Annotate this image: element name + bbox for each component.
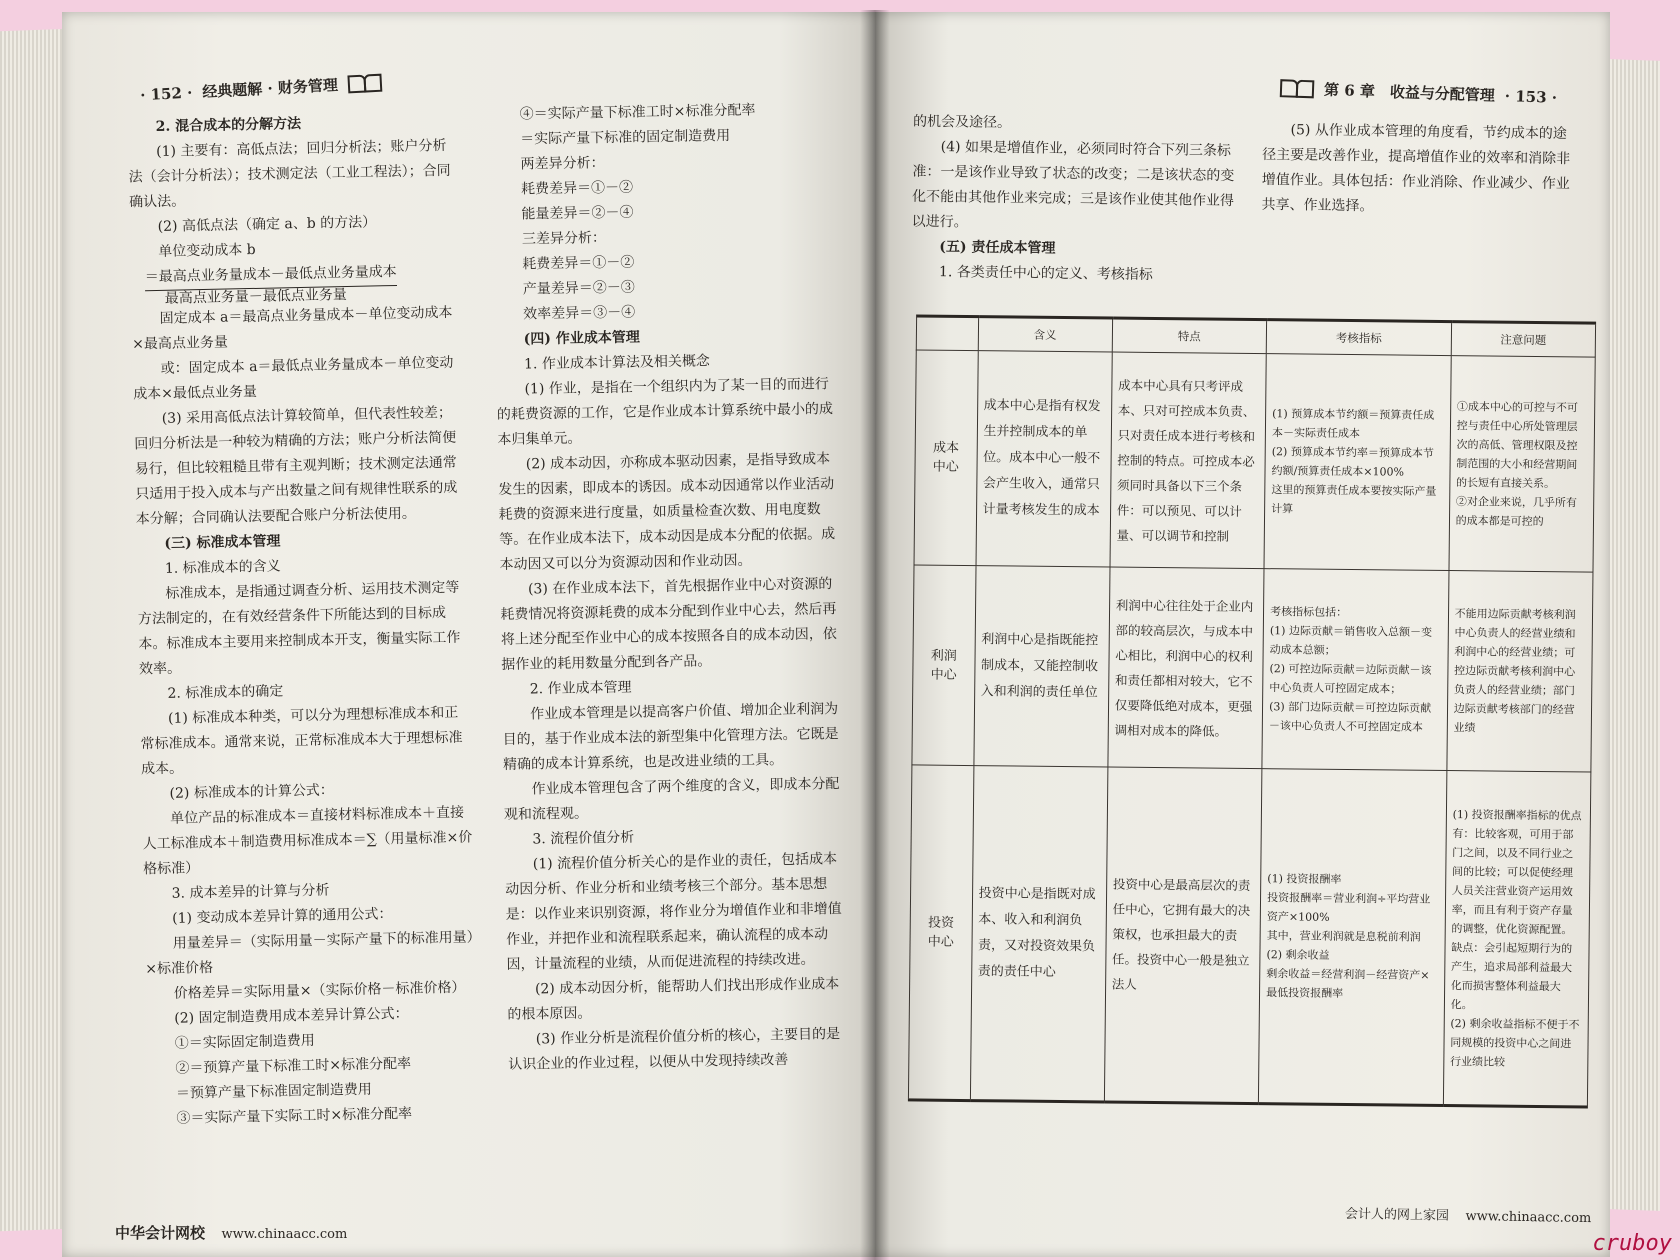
- paragraph: 效率差异＝③－④: [523, 304, 636, 323]
- table-row: [908, 765, 1590, 1107]
- section-heading: (三) 标准成本管理: [164, 533, 281, 552]
- formula-fraction: [131, 259, 462, 308]
- paragraph: (5) 从作业成本管理的角度看，节约成本的途径主要是改善作业，提高增值作业的效率和消除非增值作业。具体包括：作业消除、作业减少、作业共享、作业选择。: [1261, 122, 1571, 215]
- meaning-cell: 投资中心是指既对成本、收入和利润负责，又对投资效果负责的责任中心: [970, 766, 1108, 1102]
- right-column-2: [1261, 118, 1572, 222]
- subheading: 2. 作业成本管理: [529, 679, 632, 698]
- paragraph: 作业成本管理包含了两个维度的含义，即成本分配观和流程观。: [503, 776, 840, 823]
- paragraph: (1) 变动成本差异计算的通用公式：: [172, 906, 393, 927]
- paragraph: ③＝实际产量下实际工时×标准分配率: [176, 1105, 413, 1127]
- paragraph: (1) 作业，是指在一个组织内为了某一目的而进行的耗费资源的工作，它是作业成本计算系统中最小的成本归集单元。: [496, 376, 834, 448]
- paragraph: (3) 作业分析是流程价值分析的核心，主要目的是认识企业的作业过程，以便从中发现持续改善: [508, 1026, 841, 1073]
- paragraph: 价格差异＝实际用量×（实际价格－标准价格）: [173, 979, 466, 1002]
- fraction-denominator: 最高点业务量－最低点业务量: [164, 287, 347, 307]
- left-column-1: [127, 109, 478, 1133]
- paragraph: (1) 标准成本种类，可以分为理想标准成本和正常标准成本。通常来说，正常标准成本大于理想标准成本。: [140, 704, 463, 778]
- book-edge-left: [0, 29, 70, 1231]
- publisher-url: www.chinaacc.com: [221, 1227, 348, 1242]
- book-icon: [1280, 79, 1315, 98]
- subheading: 1. 作业成本计算法及相关概念: [523, 353, 711, 373]
- paragraph: 或：固定成本 a＝最低点业务量成本－单位变动成本×最低点业务量: [133, 354, 454, 403]
- paragraph: (3) 采用高低点法计算较简单，但代表性较差；回归分析法是一种较为精确的方法；账户分析法简便易行，但比较粗糙且带有主观判断；技术测定法通常只适用于投入成本与产出数量之间有规律性联系的成本分解；合同确认法要配合账户分析法使用。: [134, 404, 458, 528]
- subheading: 1. 标准成本的含义: [164, 558, 281, 577]
- note-cell: (1) 投资报酬率指标的优点有：比较客观，可用于部门之间，以及不同行业之间的比较；可以促使经理人员关注营业资产运用效率，而且有利于资产存量的调整，优化资源配置。缺点：会引起短期行为的产生，追求局部利益最大化而损害整体利益最大化。 (2) 剩余收益指标不便于不同规模的投资中心之间进行业绩比较: [1443, 771, 1591, 1107]
- table-header-cell: 特点: [1112, 318, 1267, 354]
- note-cell: ①成本中心的可控与不可控与责任中心所处管理层次的高低、管理权限及控制范围的大小和经营期间的长短有直接关系。 ②对企业来说，几乎所有的成本都是可控的: [1449, 356, 1596, 572]
- paragraph: ②＝预算产量下标准工时×标准分配率: [175, 1055, 412, 1077]
- paragraph: 的机会及途径。: [912, 113, 1012, 132]
- subheading: 1. 各类责任中心的定义、考核指标: [938, 264, 1153, 284]
- section-heading: (五) 责任成本管理: [939, 239, 1056, 257]
- paragraph: (4) 如果是增值作业，必须同时符合下列三条标准：一是该作业导致了状态的改变；二是该状态的变化不能由其他作业来完成；三是该作业使其他作业得以进行。: [911, 139, 1235, 231]
- table-row: [914, 350, 1595, 572]
- book-gutter: [860, 10, 890, 1260]
- paragraph: (2) 高低点法（确定 a、b 的方法）: [157, 214, 377, 235]
- paragraph: 标准成本，是指通过调查分析、运用技术测定等方法制定的，在有效经营条件下所能达到的目标成本。标准成本主要用来控制成本开支，衡量实际工作效率。: [137, 579, 461, 678]
- publisher-logo: 中华会计网校: [115, 1224, 206, 1242]
- center-name-cell: 利润 中心: [912, 565, 976, 766]
- paragraph: 2. 混合成本的分解方法: [155, 115, 302, 135]
- paragraph: 作业成本管理是以提高客户价值、增加企业利润为目的，基于作业成本法的新型集中化管理方法。它既是精确的成本计算系统，也是改进业绩的工具。: [502, 701, 839, 773]
- note-cell: 不能用边际贡献考核利润中心负责人的经营业绩和利润中心的经营业绩；可控边际贡献考核利润中心负责人的经营业绩；部门边际贡献考核部门的经营业绩: [1447, 571, 1593, 773]
- center-name-cell: 成本 中心: [914, 350, 978, 566]
- meaning-cell: 成本中心是指有权发生并控制成本的单位。成本中心一般不会产生收入，通常只计量考核发生的成本: [976, 351, 1112, 567]
- table-header-cell: [916, 316, 978, 351]
- paragraph: ＝实际产量下标准的固定制造费用: [520, 127, 731, 148]
- kpi-cell: 考核指标包括： (1) 边际贡献＝销售收入总额－变动成本总额； (2) 可控边际贡献＝边际贡献－该中心负责人可控固定成本； (3) 部门边际贡献＝可控边际贡献－该中心负责人不可控固定成本: [1262, 569, 1449, 771]
- table-header-cell: 考核指标: [1266, 320, 1451, 356]
- paragraph: (3) 在作业成本法下，首先根据作业中心对资源的耗费情况将资源耗费的成本分配到作业中心去，然后再将上述分配至作业中心的成本按照各自的成本动因，依据作业的耗用数量分配到各产品。: [500, 576, 837, 673]
- left-page-footer: [115, 1222, 347, 1243]
- kpi-cell: (1) 投资报酬率 投资报酬率＝营业利润÷平均营业资产×100% 其中，营业利润就是息税前利润 (2) 剩余收益 剩余收益＝经营利润－经营资产×最低投资报酬率: [1258, 769, 1446, 1106]
- left-column-2: [492, 97, 849, 1078]
- paragraph: (2) 成本动因，亦称成本驱动因素，是指导致成本发生的因素，即成本的诱因。成本动因通常以作业活动耗费的资源来进行度量，如质量检查次数、用电度数等。在作业成本法下，成本动因是成本分配的依据。成本动因又可以分为资源动因和作业动因。: [498, 451, 836, 573]
- responsibility-center-table: [908, 314, 1596, 1108]
- footer-slogan: 会计人的网上家园: [1344, 1206, 1450, 1224]
- table-row: [912, 565, 1593, 772]
- paragraph: (2) 标准成本的计算公式：: [169, 782, 335, 802]
- paragraph: (2) 成本动因分析，能帮助人们找出形成作业成本的根本原因。: [507, 976, 840, 1023]
- paragraph: 能量差异＝②－④: [521, 204, 634, 223]
- subheading: 2. 标准成本的确定: [167, 683, 284, 702]
- paragraph: 三差异分析：: [521, 230, 607, 248]
- paragraph: 两差异分析：: [520, 155, 605, 173]
- paragraph: ④＝实际产量下标准工时×标准分配率: [519, 102, 756, 123]
- paragraph: 单位变动成本 b: [158, 241, 256, 260]
- left-page-title: 经典题解 · 财务管理: [201, 75, 339, 102]
- section-heading: (四) 作业成本管理: [523, 329, 640, 348]
- paragraph: 用量差异＝（实际用量－实际产量下的标准用量）×标准价格: [145, 929, 474, 978]
- paragraph: 固定成本 a＝最高点业务量成本－单位变动成本×最高点业务量: [132, 304, 453, 353]
- book-icon: [347, 73, 382, 93]
- paragraph: (1) 流程价值分析关心的是作业的责任，包括成本动因分析、作业分析和业绩考核三个部分。基本思想是：以作业来识别资源，将作业分为增值作业和非增值作业，并把作业和流程联系起来，确认流程的成本动因，计量流程的业绩，从而促进流程的持续改进。: [505, 851, 842, 973]
- right-chapter-title: 第 6 章 收益与分配管理: [1323, 80, 1496, 105]
- watermark: cruboy: [1592, 1231, 1672, 1256]
- subheading: 3. 成本差异的计算与分析: [171, 882, 330, 902]
- subheading: 3. 流程价值分析: [532, 829, 635, 848]
- paragraph: 耗费差异＝①－②: [522, 254, 635, 273]
- paragraph: ①＝实际固定制造费用: [174, 1032, 315, 1052]
- paragraph: (1) 主要有：高低点法；回归分析法；账户分析法（会计分析法）；技术测定法（工业工程法）；合同确认法。: [128, 137, 451, 211]
- right-column-1: [911, 110, 1243, 290]
- right-page-number: · 153 ·: [1504, 86, 1558, 107]
- feature-cell: 投资中心是最高层次的责任中心，它拥有最大的决策权，也承担最大的责任。投资中心一般是独立法人: [1104, 767, 1262, 1104]
- meaning-cell: 利润中心是指既能控制成本，又能控制收入和利润的责任单位: [973, 566, 1109, 767]
- feature-cell: 成本中心具有只考评成本、只对可控成本负责、只对责任成本进行考核和控制的特点。可控成本必须同时具备以下三个条件：可以预见、可以计量、可以调节和控制: [1110, 352, 1267, 569]
- left-page-number: · 152 ·: [139, 83, 193, 104]
- paragraph: (2) 固定制造费用成本差异计算公式：: [174, 1005, 409, 1027]
- paragraph: 耗费差异＝①－②: [520, 179, 634, 198]
- footer-url: www.chinaacc.com: [1465, 1208, 1592, 1227]
- table-header-cell: 含义: [978, 317, 1113, 352]
- book-edge-right: [1610, 59, 1660, 1211]
- table-header-cell: 注意问题: [1451, 322, 1596, 358]
- center-name-cell: 投资 中心: [908, 765, 973, 1101]
- fraction-numerator: ＝最高点业务量成本－最低点业务量成本: [145, 260, 397, 291]
- feature-cell: 利润中心往往处于企业内部的较高层次，与成本中心相比，利润中心的权利和责任都相对较大，它不仅要降低绝对成本，更强调相对成本的降低。: [1108, 567, 1264, 769]
- paragraph: 产量差异＝②－③: [522, 279, 635, 298]
- kpi-cell: (1) 预算成本节约额＝预算责任成本－实际责任成本 (2) 预算成本节约率＝预算成本节约额/预算责任成本×100% 这里的预算责任成本要按实际产量计算: [1264, 354, 1451, 571]
- paragraph: 单位产品的标准成本＝直接材料标准成本＋直接人工标准成本＋制造费用标准成本＝∑（用量标准×价格标准）: [142, 804, 473, 878]
- paragraph: ＝预算产量下标准固定制造费用: [175, 1081, 373, 1102]
